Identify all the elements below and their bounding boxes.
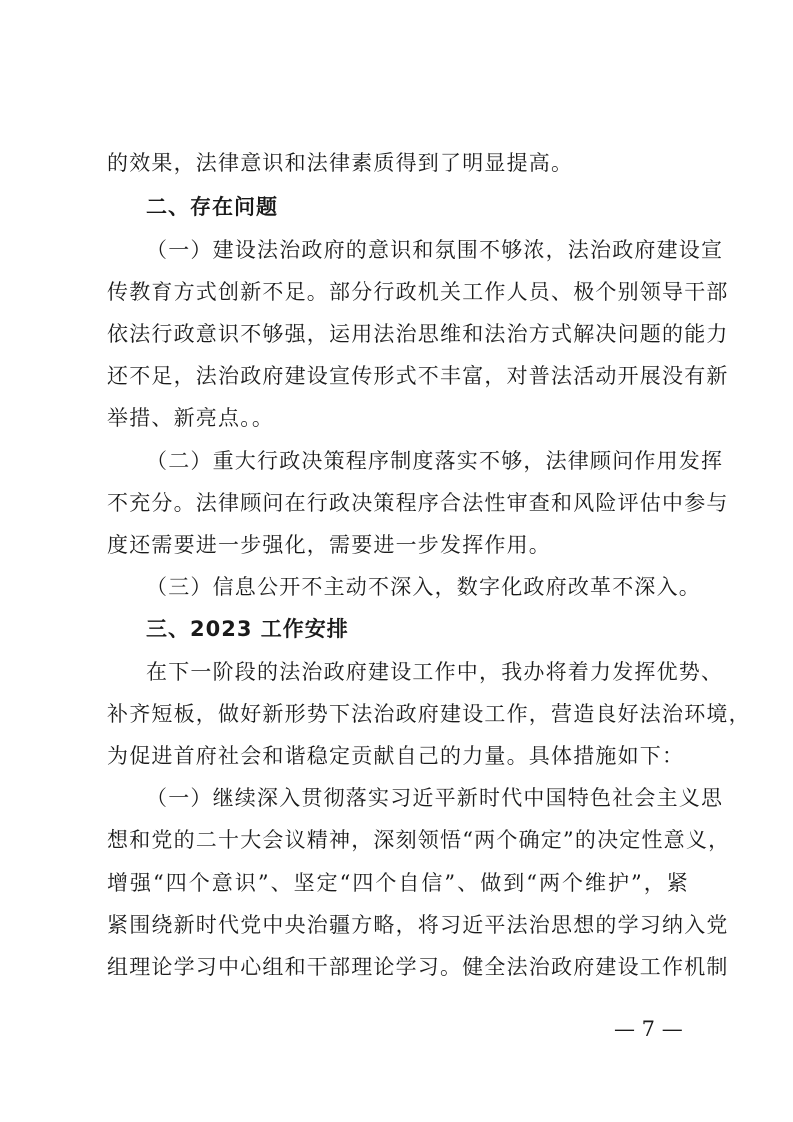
paragraph-line: （一）建设法治政府的意识和氛围不够浓，法治政府建设宣 [146, 238, 724, 262]
paragraph-line: 组理论学习中心组和干部理论学习。健全法治政府建设工作机制 [107, 955, 729, 979]
paragraph-line: 增强“四个意识”、坚定“四个自信”、做到“两个维护”，紧 [107, 871, 689, 895]
paragraph-line: （二）重大行政决策程序制度落实不够，法律顾问作用发挥 [146, 449, 724, 473]
paragraph-line: 的效果，法律意识和法律素质得到了明显提高。 [107, 151, 574, 175]
paragraph-line: 为促进首府社会和谐稳定贡献自己的力量。具体措施如下： [107, 744, 685, 768]
section-heading-work-plan: 三、2023 工作安排 [146, 617, 349, 641]
paragraph-line: 依法行政意识不够强，运用法治思维和法治方式解决问题的能力 [107, 322, 729, 346]
paragraph-line: 紧围绕新时代党中央治疆方略，将习近平法治思想的学习纳入党 [107, 913, 729, 937]
paragraph-line: 传教育方式创新不足。部分行政机关工作人员、极个别领导干部 [107, 280, 729, 304]
paragraph-line: 补齐短板，做好新形势下法治政府建设工作，营造良好法治环境， [107, 702, 751, 726]
paragraph-line: （一）继续深入贯彻落实习近平新时代中国特色社会主义思 [146, 786, 724, 810]
paragraph-line: 度还需要进一步强化，需要进一步发挥作用。 [107, 533, 551, 557]
page-number: — 7 — [614, 1017, 683, 1041]
paragraph-line: 举措、新亮点。。 [107, 406, 275, 430]
paragraph-line: （三）信息公开不主动不深入，数字化政府改革不深入。 [146, 575, 701, 599]
paragraph-line: 想和党的二十大会议精神，深刻领悟“两个确定”的决定性意义， [107, 828, 731, 852]
section-heading-problems: 二、存在问题 [146, 195, 278, 219]
paragraph-line: 在下一阶段的法治政府建设工作中，我办将着力发挥优势、 [146, 660, 724, 684]
paragraph-line: 还不足，法治政府建设宣传形式不丰富，对普法活动开展没有新 [107, 364, 729, 388]
paragraph-line: 不充分。法律顾问在行政决策程序合法性审查和风险评估中参与 [107, 491, 729, 515]
